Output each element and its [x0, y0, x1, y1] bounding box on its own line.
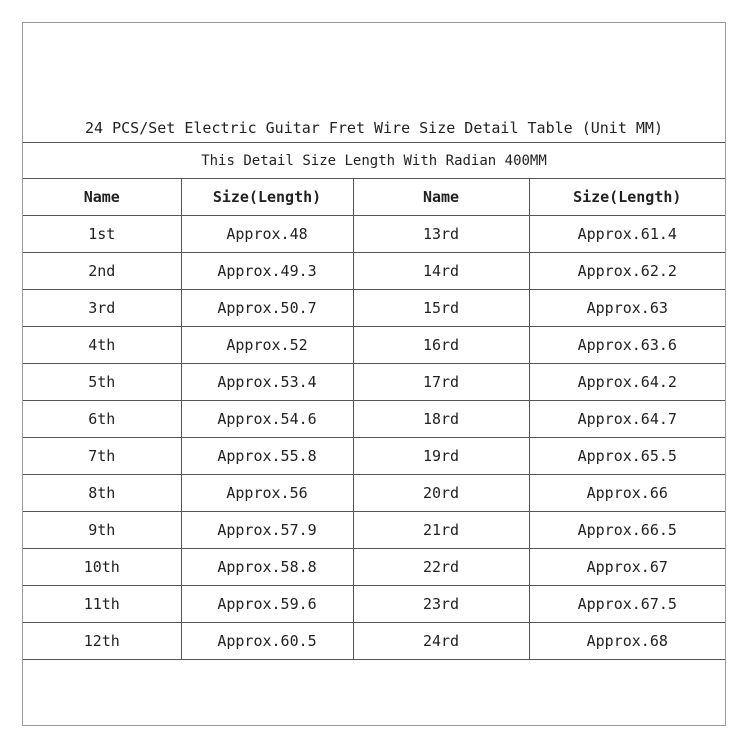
fret-name-cell: 12th: [23, 623, 181, 660]
fret-size-cell: Approx.65.5: [529, 438, 725, 475]
fret-name-cell: 15rd: [353, 290, 529, 327]
fret-name-cell: 9th: [23, 512, 181, 549]
fret-name-cell: 22rd: [353, 549, 529, 586]
fret-size-cell: Approx.63.6: [529, 327, 725, 364]
fret-name-cell: 16rd: [353, 327, 529, 364]
fret-size-cell: Approx.57.9: [181, 512, 353, 549]
fret-name-cell: 3rd: [23, 290, 181, 327]
table-row: [23, 475, 725, 512]
fret-name-cell: 18rd: [353, 401, 529, 438]
table-title: 24 PCS/Set Electric Guitar Fret Wire Size Detail Table (Unit MM): [85, 119, 663, 137]
fret-name-cell: 7th: [23, 438, 181, 475]
fret-name-cell: 19rd: [353, 438, 529, 475]
fret-size-cell: Approx.67.5: [529, 586, 725, 623]
fret-name-cell: 23rd: [353, 586, 529, 623]
header-name-1: Name: [23, 179, 181, 216]
fret-name-cell: 2nd: [23, 253, 181, 290]
fret-name-cell: 8th: [23, 475, 181, 512]
fret-name-cell: 24rd: [353, 623, 529, 660]
fret-size-cell: Approx.59.6: [181, 586, 353, 623]
fret-name-cell: 5th: [23, 364, 181, 401]
fret-name-cell: 20rd: [353, 475, 529, 512]
header-size-2: Size(Length): [529, 179, 725, 216]
table-row: [23, 586, 725, 623]
size-table-frame: [22, 22, 726, 726]
table-row: [23, 216, 725, 253]
fret-size-cell: Approx.68: [529, 623, 725, 660]
table-row: [23, 438, 725, 475]
fret-name-cell: 1st: [23, 216, 181, 253]
fret-size-cell: Approx.61.4: [529, 216, 725, 253]
fret-name-cell: 6th: [23, 401, 181, 438]
fret-size-cell: Approx.48: [181, 216, 353, 253]
fret-size-cell: Approx.67: [529, 549, 725, 586]
fret-name-cell: 11th: [23, 586, 181, 623]
table-row: [23, 401, 725, 438]
fret-size-cell: Approx.52: [181, 327, 353, 364]
fret-name-cell: 17rd: [353, 364, 529, 401]
fret-size-cell: Approx.66.5: [529, 512, 725, 549]
table-row: [23, 512, 725, 549]
fret-size-cell: Approx.58.8: [181, 549, 353, 586]
fret-size-cell: Approx.54.6: [181, 401, 353, 438]
fret-name-cell: 10th: [23, 549, 181, 586]
fret-size-cell: Approx.56: [181, 475, 353, 512]
fret-size-cell: Approx.49.3: [181, 253, 353, 290]
header-size-1: Size(Length): [181, 179, 353, 216]
fret-name-cell: 21rd: [353, 512, 529, 549]
fret-name-cell: 13rd: [353, 216, 529, 253]
fret-name-cell: 4th: [23, 327, 181, 364]
fret-wire-size-table: [23, 179, 725, 660]
fret-size-cell: Approx.50.7: [181, 290, 353, 327]
fret-size-cell: Approx.64.7: [529, 401, 725, 438]
fret-size-cell: Approx.53.4: [181, 364, 353, 401]
header-name-2: Name: [353, 179, 529, 216]
fret-size-cell: Approx.62.2: [529, 253, 725, 290]
fret-size-cell: Approx.55.8: [181, 438, 353, 475]
table-row: [23, 623, 725, 660]
table-row: [23, 549, 725, 586]
header-row: [23, 179, 725, 216]
fret-size-cell: Approx.60.5: [181, 623, 353, 660]
table-row: [23, 364, 725, 401]
table-subtitle: This Detail Size Length With Radian 400MM: [23, 142, 725, 179]
fret-size-cell: Approx.66: [529, 475, 725, 512]
table-row: [23, 327, 725, 364]
table-row: [23, 253, 725, 290]
fret-name-cell: 14rd: [353, 253, 529, 290]
fret-size-cell: Approx.64.2: [529, 364, 725, 401]
fret-size-cell: Approx.63: [529, 290, 725, 327]
table-row: [23, 290, 725, 327]
